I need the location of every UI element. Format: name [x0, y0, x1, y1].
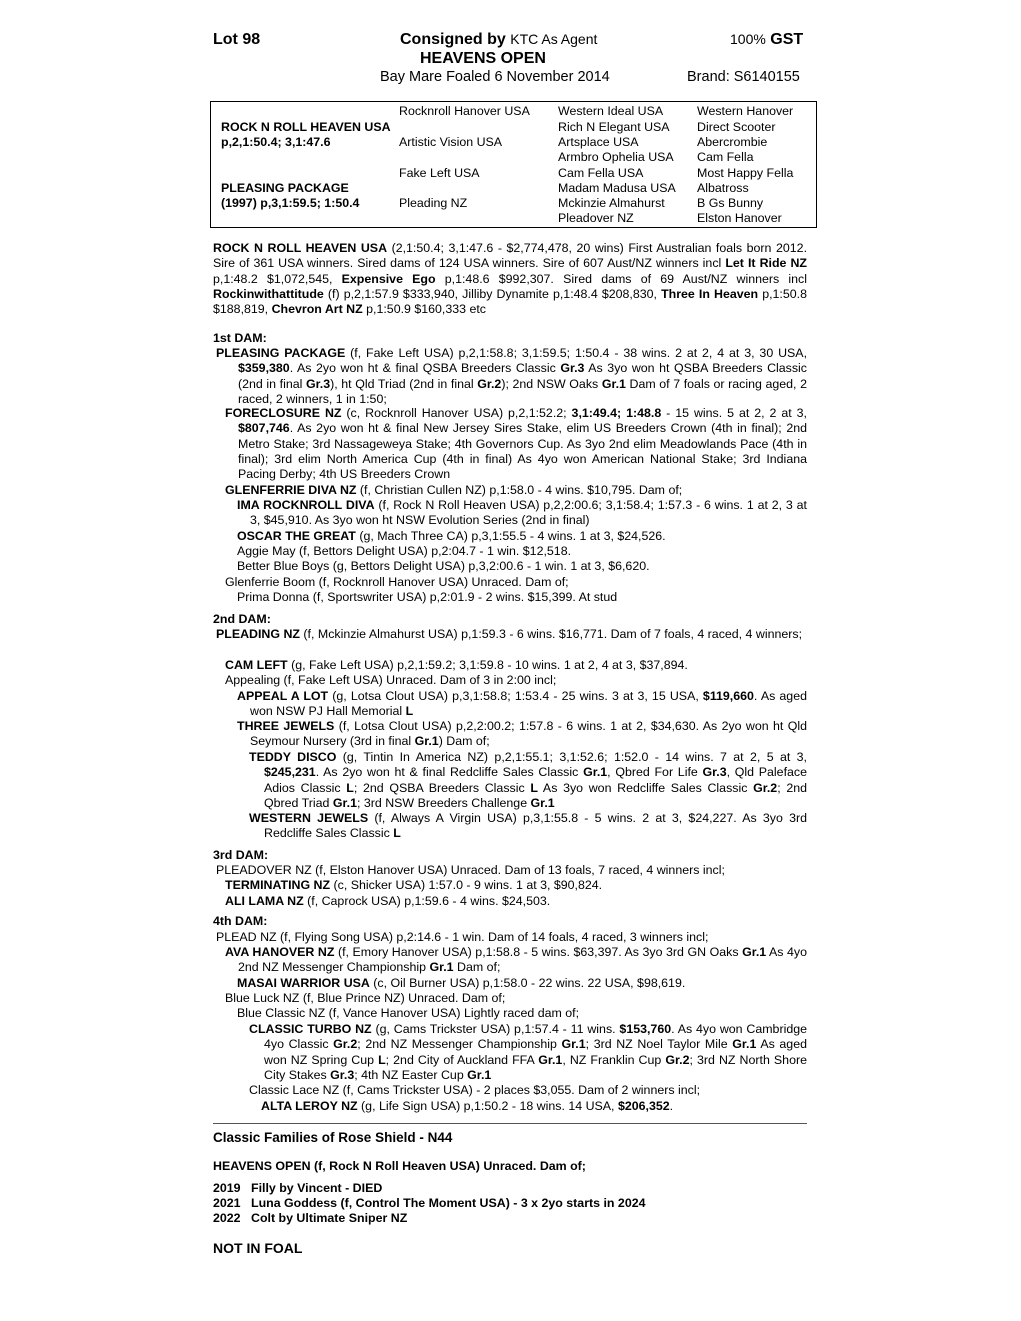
pedigree-gen2: Artistic Vision USA [399, 135, 503, 149]
entry-text: (g, Mach Three CA) p,3,1:55.5 - 4 wins. 1 at 3, $24,526. [355, 529, 666, 543]
stakes-earnings: $119,660 [702, 689, 754, 703]
entry-text: ; 2nd NZ Messenger Championship [357, 1037, 562, 1052]
entry-text: (f, Rock N Roll Heaven USA) p,2,2:00.6; 3,1:58.4; 1:57.3 - 6 wins. 1 at 2, 3 at 3, $45,910. As 3yo won ht NSW Evolution Series (2nd in final) [250, 498, 808, 528]
produce-year: 2019 [213, 1181, 241, 1195]
entry-text: - 15 wins. 5 at 2, 2 at 3, [661, 406, 807, 420]
pedigree-gen2: Fake Left USA [399, 166, 480, 180]
race-grade: Gr.2 [333, 1037, 358, 1052]
entry-text: (g, Fake Left USA) p,2,1:59.2; 3,1:59.8 - 10 wins. 1 at 2, 4 at 3, $37,894. [287, 658, 688, 672]
entry-text: (f, Mckinzie Almahurst USA) p,1:59.3 - 6 wins. $16,771. Dam of 7 foals, 4 raced, 4 winners; [299, 627, 803, 641]
race-grade: Gr.1 [601, 376, 626, 391]
dam4-grand-progeny: Blue Classic NZ (f, Vance Hanover USA) Lightly raced dam of; [237, 1006, 580, 1020]
sire-summary-name: ROCK N ROLL HEAVEN USA [213, 241, 388, 255]
pedigree-gen3: Western Ideal USA [558, 104, 664, 118]
produce-year: 2022 [213, 1211, 241, 1225]
pedigree-gen2: Pleading NZ [399, 196, 468, 210]
entry-text: . As 2yo won ht & final New Jersey Sires Stake, elim US Breeders Crown (4th in final); 2nd Metro Stake; 3rd Nassageweya Stake; 4th Governors Cup. As 3yo 2nd elim Meadowlands Pace (4th in final); 3rd elim North America Cup (4th in final) As 4yo won American National Stake; 3rd Indiana Pacing Derby; 4th US Breeders Crown [238, 421, 807, 482]
dam2-grand-progeny [237, 689, 807, 720]
entry-text: (c, Rocknroll Hanover USA) p,2,1:52.2; [341, 406, 572, 420]
dam1-progeny [225, 406, 807, 482]
entry-text: (g, Tintin In America NZ) p,2,1:55.1; 3,1:52.6; 1:52.0 - 14 wins. 7 at 2, 5 at 3, [336, 750, 807, 764]
dam1-heading: 1st DAM: [213, 331, 267, 345]
entry-text: ; 2nd City of Auckland FFA [385, 1052, 539, 1067]
dam4-progeny [225, 945, 807, 976]
entry-text: (f, Emory Hanover USA) p,1:58.8 - 5 wins. $63,397. As 3yo 3rd GN Oaks [334, 945, 743, 959]
foal-status: NOT IN FOAL [213, 1240, 303, 1256]
horse-name: CAM LEFT [225, 658, 288, 672]
pedigree-gen4: B Gs Bunny [697, 196, 764, 210]
pedigree-dam: PLEASING PACKAGE [221, 181, 349, 195]
horse-name: MASAI WARRIOR USA [237, 976, 370, 990]
entry-text: ; 3rd NZ Noel Taylor Mile [585, 1037, 733, 1052]
entry-text: (c, Shicker USA) 1:57.0 - 9 wins. 1 at 3, $90,824. [330, 878, 603, 892]
race-grade: Gr.2 [665, 1052, 690, 1067]
sire-summary-highlight: Rockinwithattitude [213, 286, 324, 301]
stakes-earnings: $359,380 [238, 361, 290, 376]
dam1-grand-progeny [237, 498, 807, 529]
pedigree-gen3: Cam Fella USA [558, 166, 644, 180]
produce-record [213, 1211, 407, 1226]
dam3-entry: PLEADOVER NZ (f, Elston Hanover USA) Unraced. Dam of 13 foals, 7 raced, 4 winners incl; [216, 863, 725, 877]
sire-summary-highlight: Expensive Ego [341, 271, 436, 286]
entry-text: (g, Cams Trickster USA) p,1:57.4 - 11 wins. [371, 1022, 620, 1036]
dam4-entry: PLEAD NZ (f, Flying Song USA) p,2:14.6 - 1 win. Dam of 14 foals, 4 raced, 3 winners incl; [216, 930, 709, 944]
race-grade: Gr.1 [467, 1067, 492, 1082]
entry-text: ) Dam of; [438, 734, 490, 749]
horse-name: OSCAR THE GREAT [237, 529, 356, 543]
sire-summary-text: p,1:50.9 $160,333 etc [362, 302, 487, 317]
race-grade: Gr.2 [477, 376, 502, 391]
entry-text: (g, Lotsa Clout USA) p,3,1:58.8; 1:53.4 - 25 wins. 3 at 3, 15 USA, [328, 689, 703, 703]
dam2-great-grand-progeny [249, 750, 807, 811]
dam3-heading: 3rd DAM: [213, 848, 269, 862]
race-grade: Gr.1 [583, 765, 608, 780]
dam4-heading: 4th DAM: [213, 914, 268, 928]
pedigree-gen3: Armbro Ophelia USA [558, 150, 674, 164]
sire-summary [213, 241, 807, 317]
sire-summary-text: p,1:48.2 $1,072,545, [213, 271, 342, 286]
race-grade: Gr.1 [332, 795, 357, 810]
consignor-name: KTC As Agent [510, 31, 598, 47]
produce-heading: HEAVENS OPEN (f, Rock N Roll Heaven USA) Unraced. Dam of; [213, 1159, 586, 1173]
dam1-grand-progeny [237, 529, 666, 544]
pedigree-gen4: Elston Hanover [697, 211, 782, 225]
entry-text: (f, Christian Cullen NZ) p,1:58.0 - 4 wins. $10,795. Dam of; [356, 483, 683, 497]
sire-summary-text: (f) p,2,1:57.9 $333,940, Jilliby Dynamite p,1:48.4 $208,830, [323, 286, 662, 301]
dam4-great-grand-progeny [249, 1022, 807, 1083]
pedigree-gen4: Most Happy Fella [697, 166, 794, 180]
pedigree-gen3: Madam Madusa USA [558, 181, 676, 195]
race-grade: L [405, 704, 414, 719]
horse-name: CLASSIC TURBO NZ [249, 1022, 372, 1036]
entry-text: ; 3rd NZ North Shore City Stakes [264, 1052, 807, 1082]
stakes-earnings: $153,760 [619, 1022, 672, 1036]
entry-text: ); 2nd NSW Oaks [501, 376, 602, 391]
pedigree-gen3: Mckinzie Almahurst [558, 196, 665, 210]
gst-label: GST [770, 31, 804, 48]
entry-text: ; 3rd NSW Breeders Challenge [356, 795, 531, 810]
horse-name: PLEADING NZ [216, 627, 300, 641]
horse-name: ALI LAMA NZ [225, 894, 304, 908]
entry-text: , NZ Franklin Cup [562, 1052, 666, 1067]
consigned-label: Consigned by [400, 31, 506, 48]
dam1-entry [216, 346, 807, 407]
race-time: 3,1:49.4; 1:48.8 [571, 406, 662, 420]
horse-name: APPEAL A LOT [237, 689, 329, 703]
horse-name: AVA HANOVER NZ [225, 945, 335, 959]
horse-name: GLENFERRIE DIVA NZ [225, 483, 357, 497]
dam4-great-grand-progeny: Classic Lace NZ (f, Cams Trickster USA) - 2 places $3,055. Dam of 2 winners incl; [249, 1083, 701, 1097]
entry-text: . As 2yo won ht & final QSBA Breeders Classic [289, 361, 561, 376]
sire-summary-text: p,1:48.6 $992,307. Sired dams of 69 Aust/NZ winners incl [435, 271, 807, 286]
dam2-heading: 2nd DAM: [213, 612, 271, 626]
horse-name: FORECLOSURE NZ [225, 406, 342, 420]
dam2-great-grand-progeny [249, 811, 807, 842]
entry-text: As 3yo won ht QSBA Breeders Classic (2nd in final [238, 361, 808, 391]
entry-text: (c, Oil Burner USA) p,1:58.0 - 22 wins. 22 USA, $98,619. [369, 976, 686, 990]
race-grade: Gr.3 [330, 1067, 355, 1082]
race-grade: Gr.3 [305, 376, 331, 391]
horse-name: TERMINATING NZ [225, 878, 331, 892]
produce-text: Luna Goddess (f, Control The Moment USA) - 3 x 2yo starts in 2024 [251, 1196, 646, 1210]
race-grade: Gr.1 [538, 1052, 563, 1067]
entry-text: Dam of 7 foals or racing aged, 2 raced, 2 winners, 1 in 1:50; [238, 376, 807, 406]
race-grade: L [378, 1052, 386, 1067]
entry-text: , Qbred For Life [607, 765, 703, 780]
dam1-grand-progeny: Aggie May (f, Bettors Delight USA) p,2:04.7 - 1 win. $12,518. [237, 544, 572, 558]
produce-text: Filly by Vincent - DIED [251, 1181, 383, 1195]
race-grade: Gr.1 [414, 734, 439, 749]
dam1-progeny [225, 483, 682, 498]
race-grade: L [393, 826, 401, 841]
horse-name: TEDDY DISCO [249, 750, 337, 764]
dam1-progeny: Glenferrie Boom (f, Rocknroll Hanover USA) Unraced. Dam of; [225, 575, 569, 589]
entry-text: . As aged won NSW PJ Hall Memorial [250, 689, 807, 719]
pedigree-gen4: Albatross [697, 181, 749, 195]
lot-number: Lot 98 [213, 31, 261, 48]
entry-text: . As 2yo won ht & final Redcliffe Sales Classic [315, 765, 584, 780]
entry-text: (g, Life Sign USA) p,1:50.2 - 18 wins. 14 USA, [357, 1099, 618, 1113]
pedigree-sire: ROCK N ROLL HEAVEN USA [221, 120, 391, 134]
produce-record [213, 1181, 382, 1196]
horse-description: Bay Mare Foaled 6 November 2014 [380, 69, 610, 85]
race-grade: Gr.1 [561, 1037, 586, 1052]
horse-name: WESTERN JEWELS [249, 811, 369, 825]
entry-text: (f, Lotsa Clout USA) p,2,2:00.2; 1:57.8 - 6 wins. 1 at 2, $34,630. As 2yo won ht Qld Seymour Nursery (3rd in final [250, 719, 808, 749]
consigned-by [400, 31, 597, 49]
entry-text: (f, Caprock USA) p,1:59.6 - 4 wins. $24,503. [303, 894, 551, 908]
entry-text: ), ht Qld Triad (2nd in final [330, 376, 478, 391]
entry-text: . [669, 1099, 674, 1113]
produce-year: 2021 [213, 1196, 241, 1210]
stakes-earnings: $807,746 [238, 421, 290, 436]
stakes-earnings: $206,352 [617, 1099, 670, 1113]
entry-text: ; 2nd QSBA Breeders Classic [353, 780, 531, 795]
entry-text: ; 4th NZ Easter Cup [354, 1067, 468, 1082]
family-line: Classic Families of Rose Shield - N44 [213, 1130, 453, 1145]
race-grade: Gr.1 [530, 795, 555, 810]
dam4-progeny: Blue Luck NZ (f, Blue Prince NZ) Unraced. Dam of; [225, 991, 506, 1005]
race-grade: Gr.1 [429, 960, 454, 975]
dam2-grand-progeny [237, 719, 807, 750]
entry-text: As 3yo won Redcliffe Sales Classic [537, 780, 754, 795]
horse-name: ALTA LEROY NZ [261, 1099, 358, 1113]
race-grade: Gr.1 [732, 1037, 757, 1052]
pedigree-sire-record: p,2,1:50.4; 3,1:47.6 [221, 135, 331, 149]
entry-text: As 4yo 2nd NZ Messenger Championship [238, 945, 807, 975]
dam3-progeny [225, 878, 602, 893]
sire-summary-text: (2,1:50.4; 3,1:47.6 - $2,774,478, 20 wins) First Australian foals born 2012. Sire of 361 USA winners. Sired dams of 124 USA winners. Sire of 607 Aust/NZ winners incl [213, 241, 808, 271]
gst [730, 31, 803, 49]
produce-text: Colt by Ultimate Sniper NZ [251, 1211, 408, 1225]
race-grade: Gr.2 [753, 780, 778, 795]
dam2-progeny [225, 658, 688, 673]
gst-percent: 100% [730, 31, 766, 47]
dam2-entry [216, 627, 807, 642]
race-grade: Gr.1 [742, 945, 767, 959]
dam4-grand-progeny [237, 976, 685, 991]
pedigree-gen2: Rocknroll Hanover USA [399, 104, 530, 118]
entry-text: . As 4yo won Cambridge 4yo Classic [264, 1022, 807, 1052]
pedigree-gen3: Artsplace USA [558, 135, 639, 149]
race-grade: L [346, 780, 354, 795]
sire-summary-text: p,1:50.8 $188,819, [213, 286, 807, 317]
produce-record [213, 1196, 646, 1211]
entry-text: (f, Always A Virgin USA) p,3,1:55.8 - 5 wins. 2 at 3, $24,227. As 3yo 3rd Redcliffe Sales Classic [264, 811, 807, 841]
pedigree-gen4: Western Hanover [697, 104, 794, 118]
entry-text: ; 2nd Qbred Triad [264, 780, 807, 810]
horse-name: IMA ROCKNROLL DIVA [237, 498, 375, 512]
dam1-grand-progeny: Prima Donna (f, Sportswriter USA) p,2:01.9 - 2 wins. $15,399. At stud [237, 590, 618, 604]
sire-summary-highlight: Let It Ride NZ [725, 256, 807, 271]
pedigree-gen4: Cam Fella [697, 150, 754, 164]
entry-text: As aged won NZ Spring Cup [264, 1037, 807, 1067]
pedigree-gen3: Rich N Elegant USA [558, 120, 670, 134]
pedigree-gen4: Abercrombie [697, 135, 768, 149]
divider [213, 1123, 807, 1124]
sire-summary-highlight: Three In Heaven [661, 286, 759, 301]
entry-text: Dam of; [453, 960, 501, 975]
pedigree-dam-record: (1997) p,3,1:59.5; 1:50.4 [221, 196, 360, 210]
race-grade: Gr.3 [560, 361, 585, 376]
sire-summary-highlight: Chevron Art NZ [271, 302, 363, 317]
dam2-progeny: Appealing (f, Fake Left USA) Unraced. Dam of 3 in 2:00 incl; [225, 673, 557, 687]
horse-name: THREE JEWELS [237, 719, 335, 733]
dam4-great-great-grand-progeny [261, 1099, 673, 1114]
race-grade: Gr.3 [702, 765, 727, 780]
horse-name: HEAVENS OPEN [420, 50, 546, 67]
dam1-grand-progeny: Better Blue Boys (g, Bettors Delight USA) p,3,2:00.6 - 1 win. 1 at 3, $6,620. [237, 559, 650, 573]
race-grade: L [530, 780, 538, 795]
pedigree-gen4: Direct Scooter [697, 120, 776, 134]
entry-text: , Qld Paleface Adios Classic [264, 765, 807, 795]
stakes-earnings: $245,231 [264, 765, 316, 780]
pedigree-gen3: Pleadover NZ [558, 211, 634, 225]
brand: Brand: S6140155 [687, 69, 800, 85]
dam3-progeny [225, 894, 550, 909]
entry-text: (f, Fake Left USA) p,2,1:58.8; 3,1:59.5; 1:50.4 - 38 wins. 2 at 2, 4 at 3, 30 USA, [345, 346, 808, 360]
horse-name: PLEASING PACKAGE [216, 346, 346, 360]
